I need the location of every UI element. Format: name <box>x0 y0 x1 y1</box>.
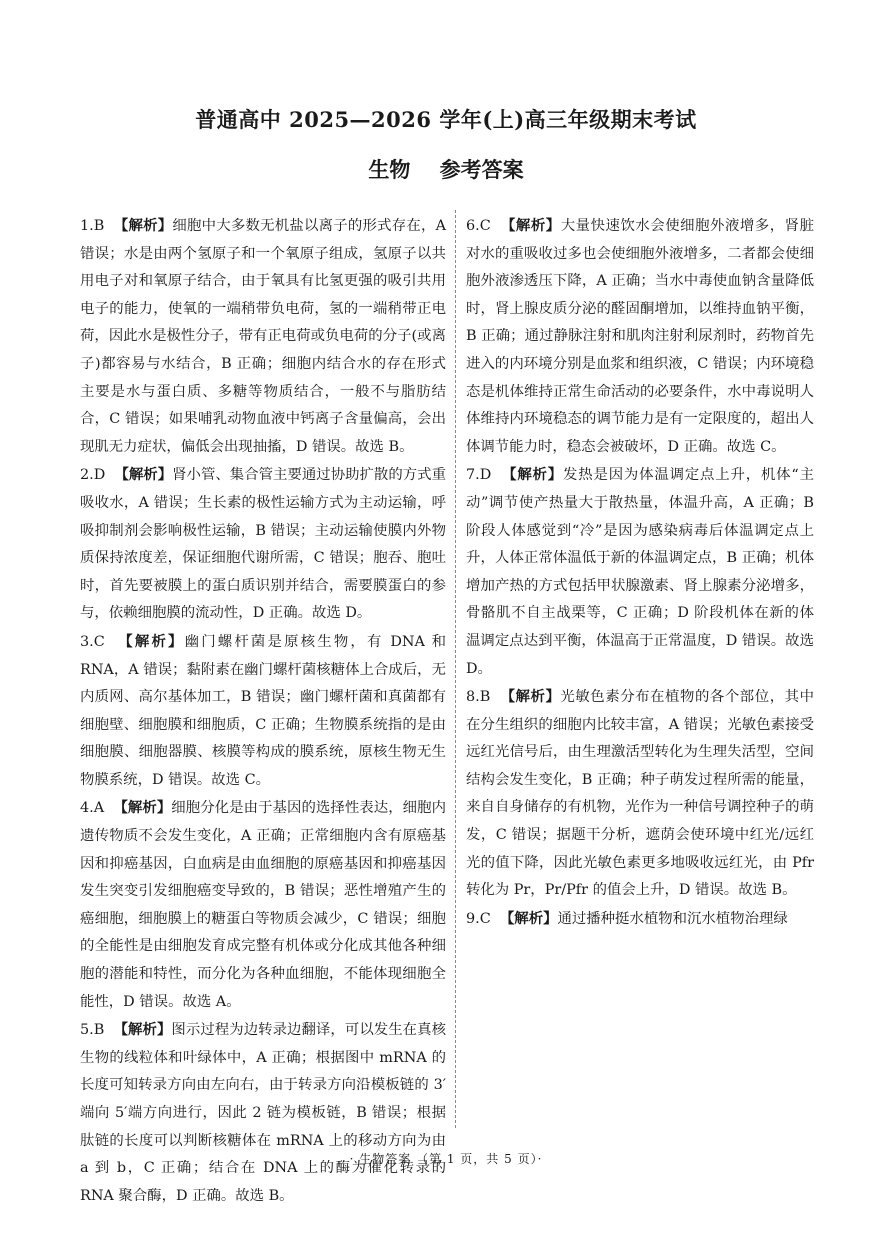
page-footer: · 生物答案 （第 1 页，共 5 页）· <box>349 1152 543 1166</box>
answer-text: 发热是因为体温调定点上升，机体“主动”调节使产热量大于散热量，体温升高，A 正确；B 阶段人体感觉到“冷”是因为感染病毒后体温调定点上升，人体正常体温低于新的体温调定点，B 正确；机体增加产热的方式包括甲状腺激素、肾上腺素分泌增多，骨骼肌不自主战栗等，C 正确；D 阶段机体在新的体温调定点达到平衡，体温高于正常温度，D 错误。故选 D。 <box>466 467 814 677</box>
analysis-tag: 【解析】 <box>113 217 173 234</box>
analysis-tag: 【解析】 <box>118 632 185 650</box>
analysis-tag: 【解析】 <box>500 688 561 706</box>
answer-text: 光敏色素分布在植物的各个部位，其中在分生组织的细胞内比较丰富，A 错误；光敏色素接受远红光信号后，由生理激活型转化为生理失活型，空间结构会发生变化，B 正确；种子萌发过程所需的能量，来自自身储存的有机物，光作为一种信号调控种子的萌发，C 错误；据题干分析，遮荫会使环境中红光/远红光的值下降，因此光敏色素更多地吸收远红光，由 Pfr 转化为 Pr，Pr/Pfr 的值会上升，D 错误。故选 B。 <box>466 689 814 899</box>
answer-choice: D <box>479 467 492 484</box>
answer-choice: B <box>93 218 105 234</box>
answer-text: 幽门螺杆菌是原核生物，有 DNA 和 RNA，A 错误；黏附素在幽门螺杆菌核糖体上合成后，无内质网、高尔基体加工，B 错误；幽门螺杆菌和真菌都有细胞壁、细胞膜和细胞质，C 正确；生物膜系统指的是由细胞膜、细胞器膜、核膜等构成的膜系统，原核生物无生物膜系统，D 错误。故选 C。 <box>80 633 446 788</box>
answer-choice: B <box>479 689 491 706</box>
analysis-tag: 【解析】 <box>502 466 564 484</box>
answer-number: 3. <box>80 633 94 650</box>
answer-number: 8. <box>466 689 480 706</box>
answer-choice: C <box>93 633 105 650</box>
answer-item-5 <box>80 1016 446 1210</box>
answer-item-3 <box>80 628 446 795</box>
answer-item-4 <box>80 794 446 1016</box>
answer-number: 5. <box>80 1022 94 1039</box>
answer-number: 2. <box>80 467 94 484</box>
answer-choice: D <box>93 467 106 484</box>
answer-text: 通过播种挺水植物和沉水植物治理绿 <box>557 910 788 927</box>
answer-text: 肾小管、集合管主要通过协助扩散的方式重吸收水，A 错误；生长素的极性运输方式为主动运输，呼吸抑制剂会影响极性运输，B 错误；主动运输使膜内外物质保持浓度差，保证细胞代谢所需，C 错误；胞吞、胞吐时，首先要被膜上的蛋白质识别并结合，需要膜蛋白的参与，依赖细胞膜的流动性，D 正确。故选 D。 <box>80 467 446 622</box>
answer-text: 图示过程为边转录边翻译，可以发生在真核生物的线粒体和叶绿体中，A 正确；根据图中 mRNA 的长度可知转录方向由左向右，由于转录方向沿模板链的 3′端向 5′端方向进行，因此 2 链为模板链，B 错误；根据肽链的长度可以判断核糖体在 mRNA 上的移动方向为由 a 到 b，C 正确；结合在 DNA 上的酶为催化转录的 RNA 聚合酶，D 正确。故选 B。 <box>80 1022 446 1204</box>
column-divider <box>455 210 456 1128</box>
answer-choice: C <box>479 910 491 927</box>
answer-number: 6. <box>466 218 480 234</box>
answer-choice: A <box>93 800 105 817</box>
answer-item-9 <box>466 905 814 934</box>
answer-number: 7. <box>466 467 480 484</box>
analysis-tag: 【解析】 <box>499 909 558 927</box>
analysis-tag: 【解析】 <box>113 799 172 817</box>
answer-item-1 <box>80 212 446 461</box>
answer-item-8 <box>466 683 814 905</box>
answer-text: 细胞分化是由于基因的选择性表达，细胞内遗传物质不会发生变化，A 正确；正常细胞内含有原癌基因和抑癌基因，白血病是由血细胞的原癌基因和抑癌基因发生突变引发细胞癌变导致的，B 错误；恶性增殖产生的癌细胞，细胞膜上的糖蛋白等物质会减少，C 错误；细胞的全能性是由细胞发育成完整有机体或分化成其他各种细胞的潜能和特性，而分化为各种血细胞，不能体现细胞全能性，D 错误。故选 A。 <box>80 800 446 1010</box>
answer-choice: B <box>93 1022 105 1039</box>
answer-item-2 <box>80 461 446 628</box>
answer-item-7 <box>466 461 814 683</box>
analysis-tag: 【解析】 <box>113 1021 172 1039</box>
analysis-tag: 【解析】 <box>114 466 173 484</box>
answer-text: 细胞中大多数无机盐以离子的形式存在，A 错误；水是由两个氢原子和一个氧原子组成，氢原子以共用电子对和氧原子结合，由于氧具有比氢更强的吸引共用电子的能力，使氧的一端稍带负电荷，氢的一端稍带正电荷，因此水是极性分子，带有正电荷或负电荷的分子(或离子)都容易与水结合，B 正确；细胞内结合水的存在形式主要是水与蛋白质、多糖等物质结合，一般不与脂肪结合，C 错误；如果哺乳动物血液中钙离子含量偏高，会出现肌无力症状，偏低会出现抽搐，D 错误。故选 B。 <box>80 218 446 455</box>
page-subtitle: 生物 参考答案 <box>368 157 524 182</box>
answer-number: 4. <box>80 800 94 817</box>
answer-number: 1. <box>80 218 94 234</box>
right-column <box>466 212 814 1130</box>
answer-number: 9. <box>466 910 480 927</box>
answer-item-6 <box>466 212 814 461</box>
answer-text: 大量快速饮水会使细胞外液增多，肾脏对水的重吸收过多也会使细胞外液增多，二者都会使细胞外液渗透压下降，A 正确；当水中毒使血钠含量降低时，肾上腺皮质分泌的醛固酮增加，以维持血钠平衡，B 正确；通过静脉注射和肌肉注射利尿剂时，药物首先进入的内环境分别是血浆和组织液，C 错误；内环境稳态是机体维持正常生命活动的必要条件，水中毒说明人体维持内环境稳态的调节能力是有一定限度的，超出人体调节能力时，稳态会被破坏，D 正确。故选 C。 <box>466 218 814 455</box>
page-title: 普通高中 2025—2026 学年(上)高三年级期末考试 <box>195 107 697 132</box>
answer-choice: C <box>479 218 491 234</box>
analysis-tag: 【解析】 <box>500 217 561 234</box>
